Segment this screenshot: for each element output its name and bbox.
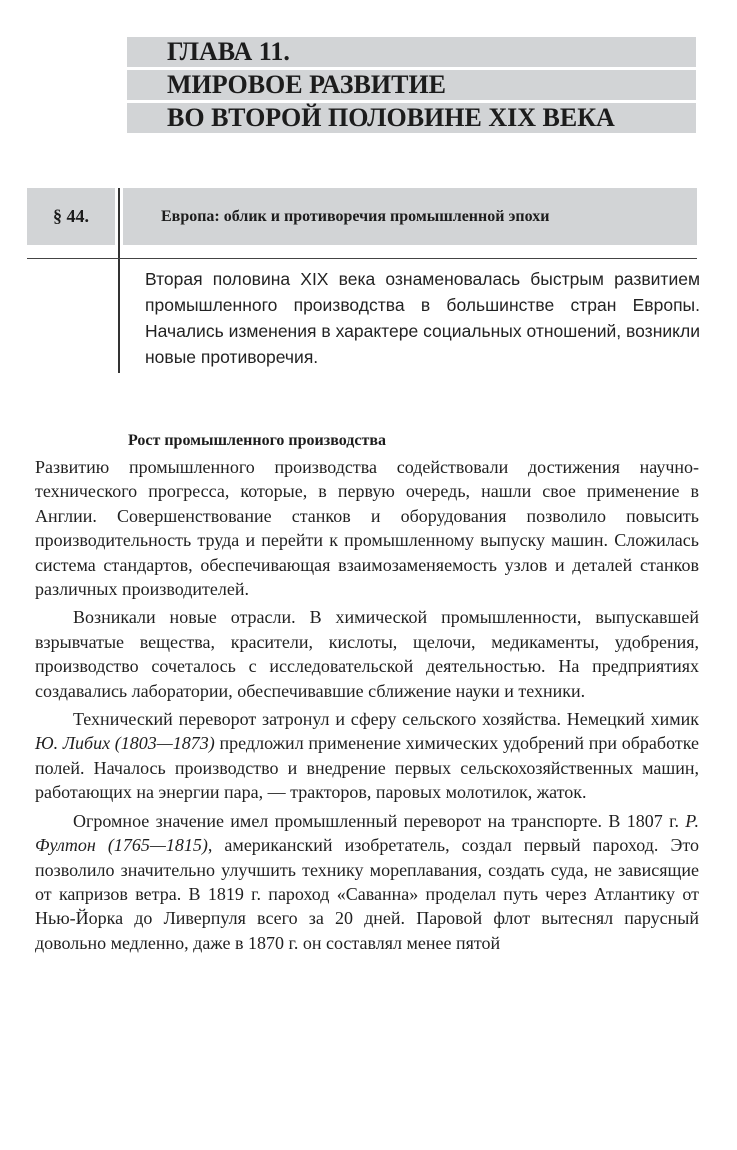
- paragraph-number: § 44.: [27, 188, 115, 245]
- person-name-fulton: Р. Фултон (1765—1815): [35, 810, 699, 856]
- body-paragraph-3-end: предложил применение химических удобрений при обработке полей. Началось производство и внедрение первых сельскохозяйственных машин, работающих на энергии пара, — тракторов, паровых молотилок, жаток.: [35, 733, 699, 803]
- section-heading: Рост промышленного производства: [128, 432, 386, 449]
- body-text: [35, 455, 699, 959]
- body-paragraph-4-start: Огромное значение имел промышленный переворот на транспорте. В 1807 г.: [73, 810, 686, 831]
- body-paragraph-4: [35, 809, 699, 955]
- chapter-title-line-2: МИРОВОЕ РАЗВИТИЕ: [127, 70, 696, 100]
- paragraph-title: Европа: облик и противоречия промышленной эпохи: [123, 188, 697, 245]
- intro-text: Вторая половина XIX века ознаменовалась быстрым развитием промышленного производства в большинстве стран Европы. Начались изменения в характере социальных отношений, возникли новые противоречия.: [145, 269, 700, 367]
- chapter-title-line-1: ГЛАВА 11.: [127, 37, 696, 67]
- body-paragraph-2: Возникали новые отрасли. В химической промышленности, выпускавшей взрывчатые вещества, красители, кислоты, щелочи, медикаменты, удобрения, производство сочеталось с исследовательской деятельностью. На предприятиях создавались лаборатории, обеспечивавшие сближение науки и техники.: [35, 607, 699, 701]
- horizontal-rule: [27, 258, 697, 259]
- body-paragraph-3-start: Технический переворот затронул и сферу сельского хозяйства. Немецкий химик: [73, 709, 699, 730]
- body-paragraph-4-end: , американский изобретатель, создал первый пароход. Это позволило значительно улучшить технику мореплавания, создать суда, не зависящие от капризов ветра. В 1819 г. пароход «Саванна» проделал путь через Атлантику от Нью-Йорка до Ливерпуля всего за 20 дней. Паровой флот вытеснял парусный довольно медленно, даже в 1870 г. он составлял менее пятой: [35, 835, 699, 953]
- body-paragraph-1: Развитию промышленного производства содействовали достижения научно-технического прогресса, которые, в первую очередь, нашли свое применение в Англии. Совершенствование станков и оборудования позволило повысить производительность труда и перейти к промышленному выпуску машин. Сложилась система стандартов, обеспечивающая взаимозаменяемость узлов и деталей станков различных производителей.: [35, 457, 699, 600]
- chapter-title-line-3: ВО ВТОРОЙ ПОЛОВИНЕ XIX ВЕКА: [127, 103, 696, 133]
- chapter-title: [127, 37, 696, 136]
- vertical-rule: [118, 188, 120, 373]
- body-paragraph-3: [35, 707, 699, 805]
- person-name-liebig: Ю. Либих (1803—1873): [35, 733, 215, 754]
